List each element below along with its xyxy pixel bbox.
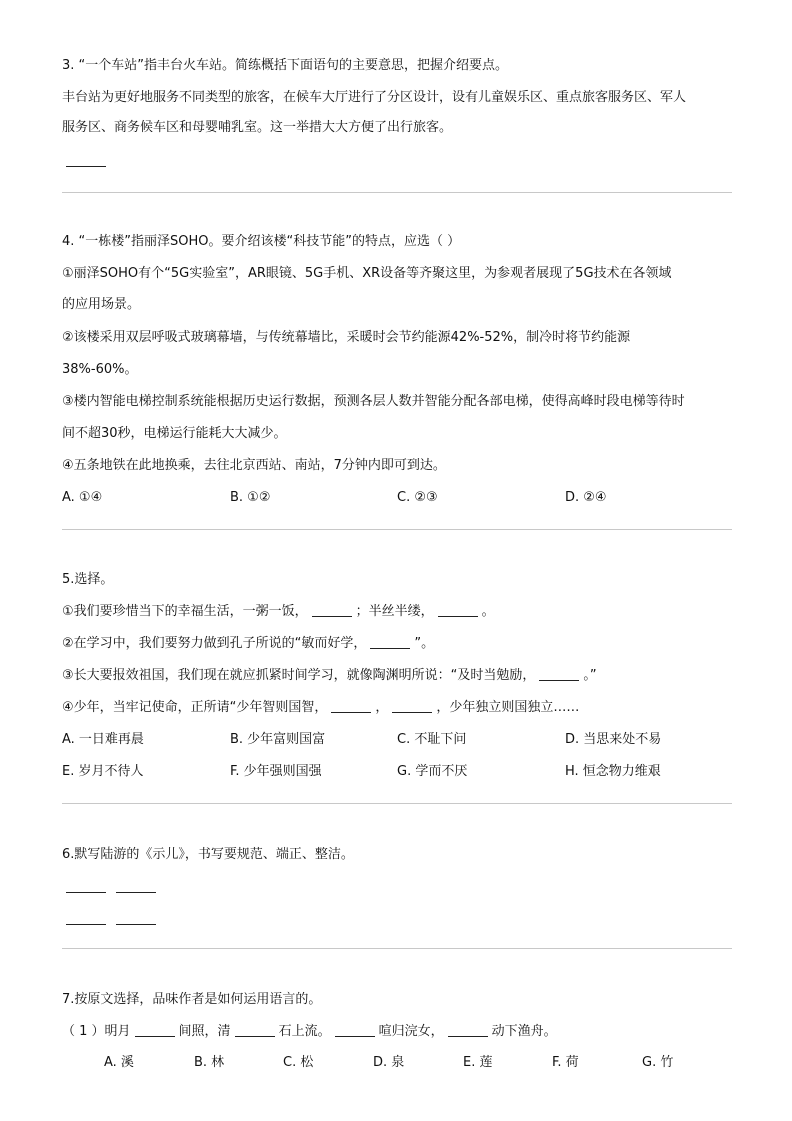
q4-option-a[interactable]: A. ①④ [62, 490, 103, 505]
q5-option-c[interactable]: C. 不耻下问 [397, 732, 467, 747]
q7-subquestion1 [62, 1022, 557, 1042]
q4-title: 4. “一栋楼”指丽泽SOHO。要介绍该楼“科技节能”的特点，应选（ ） [62, 234, 461, 249]
q5-s1-part1: ①我们要珍惜当下的幸福生活，一粥一饭， [62, 604, 308, 619]
q4-item2-line1: ②该楼采用双层呼吸式玻璃幕墙，与传统幕墙比，采暖时会节约能源42%-52%，制冷时将节约能源 [62, 330, 631, 345]
q5-option-g[interactable]: G. 学而不厌 [397, 764, 468, 779]
divider [62, 192, 732, 193]
q5-s2-blank1[interactable] [370, 634, 410, 649]
q4-item2-line2: 38%-60%。 [62, 362, 138, 377]
q7-title: 7.按原文选择，品味作者是如何运用语言的。 [62, 992, 322, 1007]
q5-s1-blank1[interactable] [312, 602, 352, 617]
q5-title: 5.选择。 [62, 572, 114, 587]
q5-s4-part3: ，少年独立则国独立…… [436, 700, 580, 715]
q4-item4: ④五条地铁在此地换乘，去往北京西站、南站，7分钟内即可到达。 [62, 458, 446, 473]
q4-item3-line2: 间不超30秒，电梯运行能耗大大减少。 [62, 426, 287, 441]
q5-sentence1 [62, 602, 495, 622]
q7-option-g[interactable]: G. 竹 [642, 1055, 674, 1070]
q5-option-e[interactable]: E. 岁月不待人 [62, 764, 144, 779]
q7-sub1-part3: 石上流。 [278, 1024, 331, 1039]
q6-title: 6.默写陆游的《示儿》，书写要规范、端正、整洁。 [62, 847, 354, 862]
q5-s3-blank1[interactable] [539, 666, 579, 681]
q5-option-h[interactable]: H. 恒念物力维艰 [565, 764, 661, 779]
q5-s4-part2: ， [375, 700, 389, 715]
q4-option-b[interactable]: B. ①② [230, 490, 271, 505]
divider [62, 948, 732, 949]
q5-s1-blank2[interactable] [438, 602, 478, 617]
q4-option-d[interactable]: D. ②④ [565, 490, 607, 505]
q4-item1-line2: 的应用场景。 [62, 297, 141, 312]
q6-answer-blank-1[interactable] [66, 892, 106, 893]
q6-answer-blank-3[interactable] [66, 924, 106, 925]
q7-option-a[interactable]: A. 溪 [104, 1055, 134, 1070]
q7-sub1-part4: 喧归浣女， [378, 1024, 444, 1039]
q7-sub1-blank2[interactable] [235, 1022, 275, 1037]
q7-sub1-blank1[interactable] [135, 1022, 175, 1037]
q7-sub1-blank4[interactable] [448, 1022, 488, 1037]
q5-s1-part2: ；半丝半缕， [355, 604, 434, 619]
q6-answer-blank-2[interactable] [116, 892, 156, 893]
q5-s4-part1: ④少年，当牢记使命，正所请“少年智则国智， [62, 700, 328, 715]
q7-sub1-part1: （ 1 ）明月 [62, 1024, 131, 1039]
q5-s3-part1: ③长大要报效祖国，我们现在就应抓紧时间学习，就像陶渊明所说：“及时当勉励， [62, 668, 536, 683]
q7-option-f[interactable]: F. 荷 [552, 1055, 579, 1070]
q4-item1-line1: ①丽泽SOHO有个“5G实验室”，AR眼镜、5G手机、XR设备等齐聚这里，为参观者展现了5G技术在各领域 [62, 266, 672, 281]
q7-sub1-part5: 动下渔舟。 [491, 1024, 557, 1039]
q5-s2-part2: ”。 [414, 636, 435, 651]
q7-option-b[interactable]: B. 林 [194, 1055, 225, 1070]
q7-sub1-blank3[interactable] [335, 1022, 375, 1037]
q5-s2-part1: ②在学习中，我们要努力做到孔子所说的“敏而好学， [62, 636, 367, 651]
q5-sentence4 [62, 698, 579, 718]
q7-option-e[interactable]: E. 莲 [463, 1055, 493, 1070]
q7-sub1-part2: 间照，清 [178, 1024, 231, 1039]
q5-option-f[interactable]: F. 少年强则国强 [230, 764, 322, 779]
q3-passage-line2: 服务区、商务候车区和母婴哺乳室。这一举措大大方便了出行旅客。 [62, 120, 453, 135]
q5-option-b[interactable]: B. 少年富则国富 [230, 732, 326, 747]
q5-s3-part2: 。” [583, 668, 597, 683]
divider [62, 529, 732, 530]
q5-option-d[interactable]: D. 当思来处不易 [565, 732, 662, 747]
q5-option-a[interactable]: A. 一日难再晨 [62, 732, 144, 747]
q5-s4-blank1[interactable] [331, 698, 371, 713]
q4-option-c[interactable]: C. ②③ [397, 490, 438, 505]
divider [62, 803, 732, 804]
q7-option-d[interactable]: D. 泉 [373, 1055, 405, 1070]
q4-item3-line1: ③楼内智能电梯控制系统能根据历史运行数据，预测各层人数并智能分配各部电梯，使得高峰时段电梯等待时 [62, 394, 685, 409]
q3-passage-line1: 丰台站为更好地服务不同类型的旅客，在候车大厅进行了分区设计，设有儿童娱乐区、重点旅客服务区、军人 [62, 90, 687, 105]
q3-title: 3. “一个车站”指丰台火车站。简练概括下面语句的主要意思，把握介绍要点。 [62, 58, 509, 73]
q5-s1-part3: 。 [481, 604, 495, 619]
q7-option-c[interactable]: C. 松 [283, 1055, 314, 1070]
q5-sentence2 [62, 634, 434, 654]
q5-sentence3 [62, 666, 597, 686]
q3-answer-blank[interactable] [66, 166, 106, 167]
q5-s4-blank2[interactable] [392, 698, 432, 713]
q6-answer-blank-4[interactable] [116, 924, 156, 925]
